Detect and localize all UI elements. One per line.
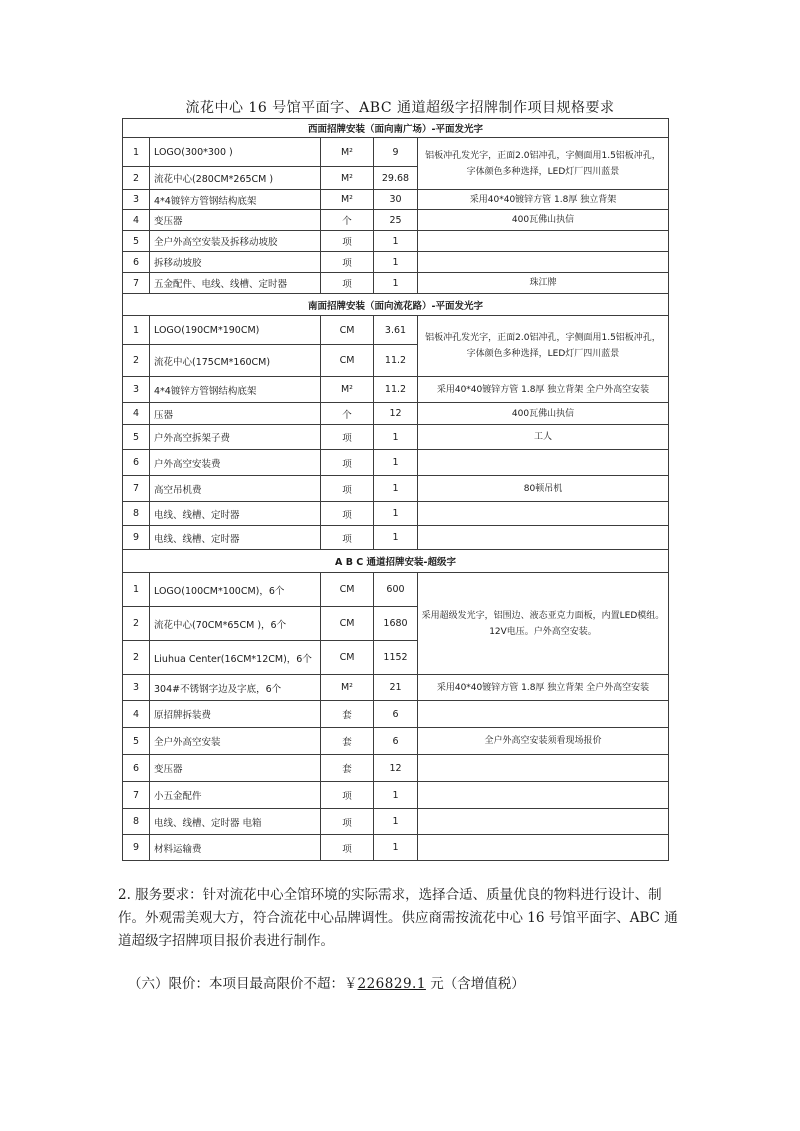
row-qty: 1 <box>374 476 418 502</box>
row-unit: M² <box>321 167 374 190</box>
row-item: 4*4镀锌方管钢结构底架 <box>150 377 321 403</box>
row-no: 9 <box>123 835 150 861</box>
row-no: 1 <box>123 316 150 345</box>
row-item: 材料运输费 <box>150 835 321 861</box>
row-remark-empty <box>418 835 669 861</box>
table-row <box>123 675 669 701</box>
row-item: 流花中心(280CM*265CM ) <box>150 167 321 190</box>
row-no: 7 <box>123 782 150 809</box>
row-unit: CM <box>321 607 374 641</box>
row-unit: CM <box>321 573 374 607</box>
row-unit: M² <box>321 377 374 403</box>
row-unit: M² <box>321 190 374 210</box>
row-no: 5 <box>123 231 150 252</box>
row-unit: 项 <box>321 809 374 835</box>
spec-table <box>122 118 669 861</box>
table-row <box>123 701 669 728</box>
document-title: 流花中心 16 号馆平面字、ABC 通道超级字招牌制作项目规格要求 <box>185 100 615 116</box>
row-qty: 9 <box>374 138 418 167</box>
row-qty: 29.68 <box>374 167 418 190</box>
row-no: 7 <box>123 273 150 294</box>
table-row <box>123 835 669 861</box>
row-no: 2 <box>123 607 150 641</box>
table-row <box>123 231 669 252</box>
row-no: 4 <box>123 403 150 425</box>
row-unit: 项 <box>321 231 374 252</box>
row-item: 高空吊机费 <box>150 476 321 502</box>
row-remark: 铝板冲孔发光字，正面2.0铝冲孔，字侧面用1.5铝板冲孔，字体颜色多种选择，LED灯厂四川蓝景 <box>418 138 669 190</box>
row-qty: 1 <box>374 231 418 252</box>
row-no: 4 <box>123 210 150 231</box>
row-unit: 项 <box>321 252 374 273</box>
service-requirements: 2. 服务要求：针对流花中心全馆环境的实际需求，选择合适、质量优良的物料进行设计、制作。外观需美观大方，符合流花中心品牌调性。供应商需按流花中心 16 号馆平面字、ABC 通道超级字招牌项目报价表进行制作。 <box>118 887 678 949</box>
row-qty: 12 <box>374 755 418 782</box>
row-item: 流花中心(70CM*65CM )，6个 <box>150 607 321 641</box>
row-unit: CM <box>321 345 374 377</box>
row-no: 8 <box>123 502 150 526</box>
row-unit: 套 <box>321 728 374 755</box>
row-remark: 采用40*40镀锌方管 1.8厚 独立背架 全户外高空安装 <box>418 675 669 701</box>
row-qty: 30 <box>374 190 418 210</box>
row-qty: 1 <box>374 252 418 273</box>
row-no: 7 <box>123 476 150 502</box>
row-remark: 采用40*40镀锌方管 1.8厚 独立背架 <box>418 190 669 210</box>
table-row <box>123 190 669 210</box>
row-unit: 项 <box>321 273 374 294</box>
row-remark-empty <box>418 502 669 526</box>
row-qty: 11.2 <box>374 377 418 403</box>
row-item: Liuhua Center(16CM*12CM)，6个 <box>150 641 321 675</box>
row-qty: 1 <box>374 782 418 809</box>
row-unit: 项 <box>321 502 374 526</box>
table-row <box>123 252 669 273</box>
row-no: 2 <box>123 345 150 377</box>
row-remark-empty <box>418 755 669 782</box>
price-amount: 226829.1 <box>357 976 426 992</box>
section-title: A B C 通道招牌安装-超级字 <box>123 550 669 573</box>
row-remark: 工人 <box>418 425 669 450</box>
table-row <box>123 273 669 294</box>
row-item: 变压器 <box>150 210 321 231</box>
row-no: 6 <box>123 755 150 782</box>
row-item: 电线、线槽、定时器 <box>150 526 321 550</box>
row-no: 6 <box>123 450 150 476</box>
table-row <box>123 782 669 809</box>
row-no: 2 <box>123 167 150 190</box>
row-item: 原招牌拆装费 <box>150 701 321 728</box>
row-item: LOGO(300*300 ) <box>150 138 321 167</box>
row-qty: 25 <box>374 210 418 231</box>
row-item: 五金配件、电线、线槽、定时器 <box>150 273 321 294</box>
row-remark: 铝板冲孔发光字，正面2.0铝冲孔，字侧面用1.5铝板冲孔，字体颜色多种选择，LED灯厂四川蓝景 <box>418 316 669 377</box>
faded-seal-mark <box>0 385 42 535</box>
row-qty: 1 <box>374 502 418 526</box>
row-item: 小五金配件 <box>150 782 321 809</box>
row-remark-empty <box>418 809 669 835</box>
row-qty: 1 <box>374 425 418 450</box>
row-no: 3 <box>123 377 150 403</box>
row-item: 电线、线槽、定时器 电箱 <box>150 809 321 835</box>
row-item: 全户外高空安装 <box>150 728 321 755</box>
row-item: LOGO(100CM*100CM)，6个 <box>150 573 321 607</box>
row-item: 拆移动坡胶 <box>150 252 321 273</box>
row-remark: 400瓦佛山执信 <box>418 210 669 231</box>
row-item: 变压器 <box>150 755 321 782</box>
table-row <box>123 138 669 167</box>
row-remark-empty <box>418 252 669 273</box>
row-unit: M² <box>321 138 374 167</box>
price-suffix: 元（含增值税） <box>425 976 525 992</box>
row-remark: 采用40*40镀锌方管 1.8厚 独立背架 全户外高空安装 <box>418 377 669 403</box>
table-row <box>123 809 669 835</box>
row-item: 户外高空拆架子费 <box>150 425 321 450</box>
row-item: LOGO(190CM*190CM) <box>150 316 321 345</box>
row-item: 流花中心(175CM*160CM) <box>150 345 321 377</box>
row-qty: 11.2 <box>374 345 418 377</box>
row-unit: M² <box>321 675 374 701</box>
table-row <box>123 526 669 550</box>
row-remark-empty <box>418 526 669 550</box>
section-title: 南面招牌安装（面向流花路）-平面发光字 <box>123 294 669 316</box>
row-qty: 12 <box>374 403 418 425</box>
row-no: 1 <box>123 138 150 167</box>
row-qty: 21 <box>374 675 418 701</box>
row-no: 3 <box>123 190 150 210</box>
row-unit: 套 <box>321 701 374 728</box>
row-remark: 80顿吊机 <box>418 476 669 502</box>
section-title: 西面招牌安装（面向南广场）-平面发光字 <box>123 119 669 138</box>
price-limit <box>128 973 688 996</box>
row-unit: 项 <box>321 835 374 861</box>
price-prefix: （六）限价：本项目最高限价不超：￥ <box>128 976 358 992</box>
row-unit: CM <box>321 641 374 675</box>
row-qty: 3.61 <box>374 316 418 345</box>
row-item: 压器 <box>150 403 321 425</box>
table-row <box>123 450 669 476</box>
row-unit: 项 <box>321 476 374 502</box>
section-header-row <box>123 119 669 138</box>
table-row <box>123 728 669 755</box>
row-no: 6 <box>123 252 150 273</box>
row-qty: 6 <box>374 728 418 755</box>
row-unit: 项 <box>321 450 374 476</box>
section-header-row <box>123 550 669 573</box>
row-item: 电线、线槽、定时器 <box>150 502 321 526</box>
row-unit: 个 <box>321 210 374 231</box>
row-remark-empty <box>418 450 669 476</box>
table-row <box>123 502 669 526</box>
row-qty: 600 <box>374 573 418 607</box>
row-qty: 1680 <box>374 607 418 641</box>
table-row <box>123 316 669 345</box>
row-unit: 套 <box>321 755 374 782</box>
table-row <box>123 755 669 782</box>
table-row <box>123 425 669 450</box>
row-unit: 项 <box>321 425 374 450</box>
row-qty: 1152 <box>374 641 418 675</box>
row-no: 5 <box>123 425 150 450</box>
row-no: 4 <box>123 701 150 728</box>
row-no: 2 <box>123 641 150 675</box>
row-qty: 1 <box>374 273 418 294</box>
row-unit: 项 <box>321 526 374 550</box>
row-no: 9 <box>123 526 150 550</box>
row-no: 5 <box>123 728 150 755</box>
row-remark: 全户外高空安装须看现场报价 <box>418 728 669 755</box>
row-unit: 项 <box>321 782 374 809</box>
table-row <box>123 476 669 502</box>
row-item: 户外高空安装费 <box>150 450 321 476</box>
row-remark: 珠江牌 <box>418 273 669 294</box>
row-no: 1 <box>123 573 150 607</box>
row-qty: 1 <box>374 450 418 476</box>
table-row <box>123 573 669 607</box>
row-no: 8 <box>123 809 150 835</box>
table-row <box>123 210 669 231</box>
section-header-row <box>123 294 669 316</box>
row-remark: 采用超级发光字，铝围边、液态亚克力面板，内置LED模组。12V电压。户外高空安装。 <box>418 573 669 675</box>
row-remark-empty <box>418 782 669 809</box>
row-no: 3 <box>123 675 150 701</box>
row-qty: 1 <box>374 835 418 861</box>
row-item: 全户外高空安装及拆移动坡胶 <box>150 231 321 252</box>
row-unit: 个 <box>321 403 374 425</box>
row-remark: 400瓦佛山执信 <box>418 403 669 425</box>
row-remark-empty <box>418 231 669 252</box>
row-qty: 1 <box>374 526 418 550</box>
row-item: 304#不锈钢字边及字底，6个 <box>150 675 321 701</box>
row-qty: 1 <box>374 809 418 835</box>
row-qty: 6 <box>374 701 418 728</box>
row-remark-empty <box>418 701 669 728</box>
table-row <box>123 403 669 425</box>
table-row <box>123 377 669 403</box>
row-item: 4*4镀锌方管钢结构底架 <box>150 190 321 210</box>
row-unit: CM <box>321 316 374 345</box>
